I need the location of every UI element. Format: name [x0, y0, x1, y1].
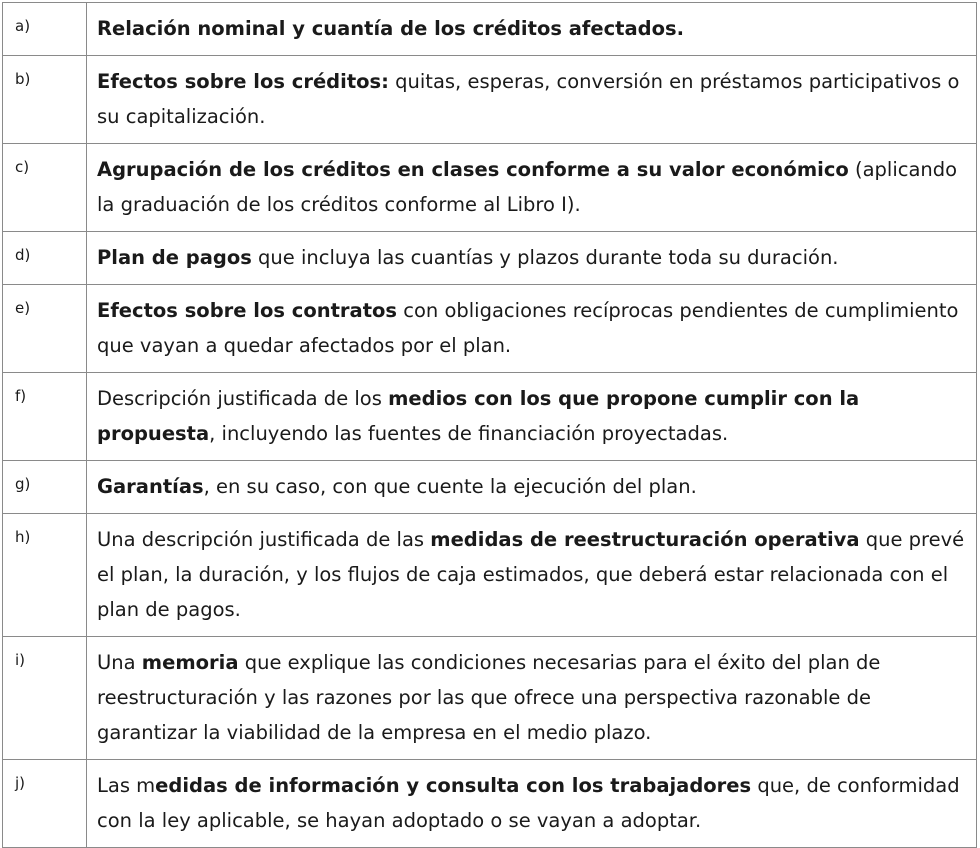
- item-text: [87, 144, 977, 232]
- table-row: [3, 285, 977, 373]
- item-text-bold: Relación nominal y cuantía de los créditos afectados.: [97, 17, 685, 40]
- item-text-bold: Garantías: [97, 475, 204, 498]
- item-letter: f): [3, 373, 87, 461]
- item-text: [87, 3, 977, 56]
- item-text-bold: medios con los que propone cumplir con la propuesta: [97, 387, 860, 445]
- requirements-table-body: [3, 3, 977, 848]
- item-text-bold: memoria: [141, 651, 239, 674]
- item-text: [87, 373, 977, 461]
- item-letter: b): [3, 56, 87, 144]
- item-letter: c): [3, 144, 87, 232]
- item-text: [87, 637, 977, 760]
- item-text-bold: Efectos sobre los créditos:: [97, 70, 389, 93]
- item-text-regular: que incluya las cuantías y plazos durante toda su duración.: [251, 246, 839, 269]
- item-text-bold: Agrupación de los créditos en clases conforme a su valor económico: [97, 158, 849, 181]
- item-text-regular: , incluyendo las fuentes de financiación proyectadas.: [209, 422, 729, 445]
- item-text-bold: edidas de información y consulta con los trabajadores: [155, 774, 752, 797]
- item-text-bold: Efectos sobre los contratos: [97, 299, 398, 322]
- item-text: [87, 232, 977, 285]
- item-letter: g): [3, 461, 87, 514]
- item-text-regular: Las m: [97, 774, 156, 797]
- item-text-regular: que, de conformidad con la ley aplicable, se hayan adoptado o se vayan a adoptar.: [97, 774, 960, 832]
- item-text-regular: que explique las condiciones necesarias para el éxito del plan de reestructuración y las razones por las que ofrece una perspectiva razonable de garantizar la viabilidad de la empresa en el medio plazo.: [97, 651, 881, 744]
- item-text-bold: Plan de pagos: [97, 246, 252, 269]
- item-letter: d): [3, 232, 87, 285]
- table-row: [3, 637, 977, 760]
- requirements-table: [2, 2, 977, 848]
- table-row: [3, 461, 977, 514]
- item-text: [87, 285, 977, 373]
- item-text-regular: Una: [97, 651, 142, 674]
- item-text-bold: medidas de reestructuración operativa: [430, 528, 860, 551]
- item-letter: e): [3, 285, 87, 373]
- item-text-regular: con obligaciones recíprocas pendientes de cumplimiento que vayan a quedar afectados por el plan.: [97, 299, 959, 357]
- item-text-regular: Una descripción justificada de las: [97, 528, 431, 551]
- table-row: [3, 3, 977, 56]
- item-letter: a): [3, 3, 87, 56]
- item-text-regular: Descripción justificada de los: [97, 387, 389, 410]
- table-row: [3, 144, 977, 232]
- item-letter: h): [3, 514, 87, 637]
- table-row: [3, 760, 977, 848]
- table-row: [3, 56, 977, 144]
- item-text-regular: quitas, esperas, conversión en préstamos participativos o su capitalización.: [97, 70, 960, 128]
- item-text: [87, 760, 977, 848]
- item-text-regular: (aplicando la graduación de los créditos conforme al Libro I).: [97, 158, 958, 216]
- table-row: [3, 373, 977, 461]
- table-row: [3, 514, 977, 637]
- item-text-regular: , en su caso, con que cuente la ejecución del plan.: [203, 475, 697, 498]
- item-text: [87, 461, 977, 514]
- item-text: [87, 514, 977, 637]
- item-text: [87, 56, 977, 144]
- item-letter: j): [3, 760, 87, 848]
- item-text-regular: que prevé el plan, la duración, y los flujos de caja estimados, que deberá estar relacionada con el plan de pagos.: [97, 528, 965, 621]
- item-letter: i): [3, 637, 87, 760]
- table-row: [3, 232, 977, 285]
